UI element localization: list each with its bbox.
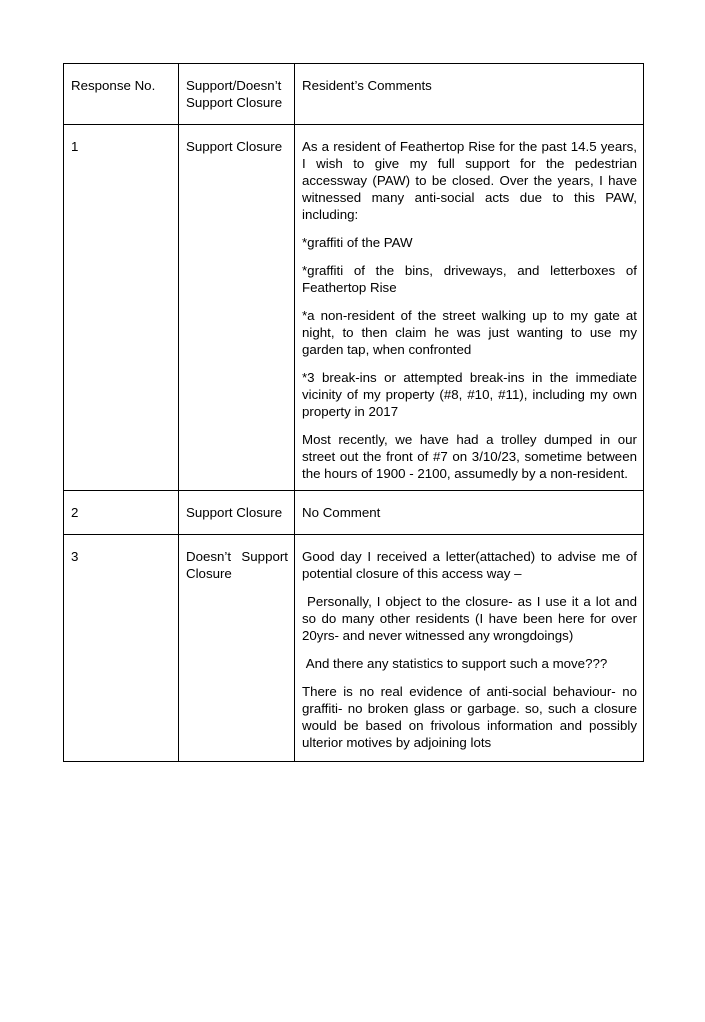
header-comments: Resident’s Comments (295, 64, 644, 125)
comment-paragraph: *graffiti of the PAW (302, 235, 413, 250)
comment-paragraph: Personally, I object to the closure- as I use it a lot and so do many other residents (I have been here for over 20yrs- and never witnessed any wrongdoings) (302, 594, 641, 643)
comments-cell (295, 491, 644, 535)
response-no-cell: 3 (64, 535, 179, 762)
responses-table (63, 63, 644, 762)
comment-paragraph: *a non-resident of the street walking up to my gate at night, to then claim he was just wanting to use my garden tap, when confronted (302, 308, 641, 357)
comment-paragraph: Most recently, we have had a trolley dumped in our street out the front of #7 on 3/10/23, sometime between the hours of 1900 - 2100, assumedly by a non-resident. (302, 432, 641, 481)
comment-paragraph: And there any statistics to support such a move??? (302, 656, 608, 671)
table-row (64, 535, 644, 762)
support-cell: Support Closure (179, 491, 295, 535)
support-cell: Doesn’t Support Closure (179, 535, 295, 762)
comment-paragraph: *graffiti of the bins, driveways, and letterboxes of Feathertop Rise (302, 263, 641, 295)
support-cell: Support Closure (179, 125, 295, 491)
comment-paragraph: Good day I received a letter(attached) to advise me of potential closure of this access way – (302, 549, 641, 581)
comment-paragraph: No Comment (302, 505, 381, 520)
comment-paragraph: *3 break-ins or attempted break-ins in the immediate vicinity of my property (#8, #10, #11), including my own property in 2017 (302, 370, 641, 419)
comments-cell (295, 535, 644, 762)
comment-paragraph: As a resident of Feathertop Rise for the past 14.5 years, I wish to give my full support for the pedestrian accessway (PAW) to be closed. Over the years, I have witnessed many anti-social acts due to this PAW, including: (302, 139, 641, 222)
response-no-cell: 1 (64, 125, 179, 491)
table-header-row (64, 64, 644, 125)
comment-paragraph: There is no real evidence of anti-social behaviour- no graffiti- no broken glass or garbage. so, such a closure would be based on frivolous information and possibly ulterior motives by adjoining lots (302, 684, 641, 750)
response-no-cell: 2 (64, 491, 179, 535)
table-row (64, 491, 644, 535)
header-support: Support/Doesn’t Support Closure (179, 64, 295, 125)
table-row (64, 125, 644, 491)
header-response-no: Response No. (64, 64, 179, 125)
comments-cell (295, 125, 644, 491)
